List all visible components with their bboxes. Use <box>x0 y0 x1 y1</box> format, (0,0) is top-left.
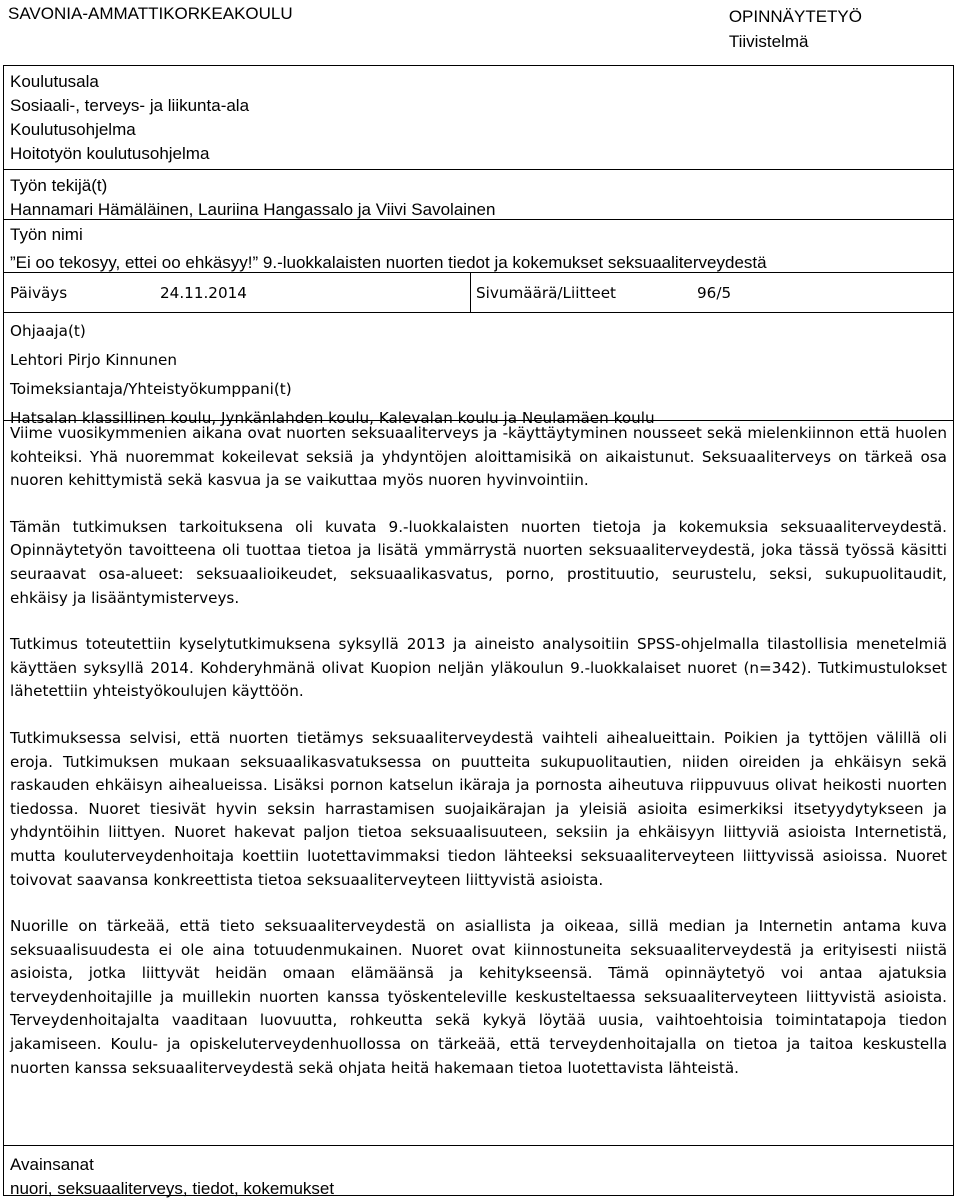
abstract-body <box>4 420 953 1080</box>
field-section <box>4 70 953 166</box>
authors-section <box>4 169 953 222</box>
abstract-paragraph: Nuorille on tärkeää, että tieto seksuaaliterveydestä on asiallista ja oikeaa, sillä median ja Internetin antama kuva seksuaalisuudesta ei ole aina totuudenmukainen. Nuoret ovat kiinnostuneita seksuaaliterveydestä ja erityisesti niistä asioista, jotka liittyvät heidän omaan elämäänsä ja kehitykseensä. Tämä opinnäytetyö voi antaa ajatuksia terveydenhoitajille ja muillekin nuorten kanssa työskenteleville keskusteltaessa seksuaaliterveyteen liittyvistä asioista. Terveydenhoitajalta vaaditaan luovuutta, rohkeutta sekä kykyä löytää uusia, vaihtoehtoisia toimintatapoja tiedon jakamiseen. Koulu- ja opiskeluterveydenhuollossa on tärkeää, että terveydenhoitajalla on tietoa ja taitoa keskustella nuorten kanssa seksuaaliterveydestä sekä ohjata heitä hakemaan tietoa luotettavista lähteistä. <box>10 917 947 1077</box>
abstract-paragraph: Tutkimus toteutettiin kyselytutkimuksena syksyllä 2013 ja aineisto analysoitiin SPSS-ohjelmalla tilastollisia menetelmiä käyttäen syksyllä 2014. Kohderyhmänä olivat Kuopion neljän yläkoulun 9.-luokkalaiset nuoret (n=342). Tutkimustulokset lähetettiin yhteistyökoulujen käyttöön. <box>10 635 947 701</box>
keywords-label: Avainsanat <box>10 1155 94 1174</box>
supervisor-section <box>4 312 953 433</box>
supervisor-label: Ohjaaja(t) <box>10 322 86 340</box>
keywords-section <box>4 1145 953 1201</box>
date-value: 24.11.2014 <box>160 284 247 302</box>
abstract-paragraph: Tutkimuksessa selvisi, että nuorten tietämys seksuaaliterveydestä vaihteli aihealueittain. Poikien ja tyttöjen välillä oli eroja. Tutkimuksen mukaan seksuaalikasvatuksessa on puutteita sukupuolitautien, niiden oireiden ja ehkäisyn sekä raskauden ehkäisyn aihealueissa. Lisäksi pornon katselun ikäraja ja pornosta aiheutuva riippuvuus olivat heikosti nuorten tiedossa. Nuoret tiesivät hyvin seksin harrastamisen suojaikärajan ja yleisiä asioita esimerkiksi itsetyydytykseen ja yhdyntöihin liittyen. Nuoret hakevat paljon tietoa seksuaalisuuteen, seksiin ja ehkäisyyn liittyviä asioista Internetistä, mutta kouluterveydenhoitaja koettiin luotettavimmaksi tiedon lähteeksi seksuaaliterveyteen liittyvissä asioissa. Nuoret toivovat saavansa konkreettista tietoa seksuaaliterveyteen liittyvistä asioista. <box>10 728 947 889</box>
partner-value: Hatsalan klassillinen koulu, Jynkänlahden koulu, Kalevalan koulu ja Neulamäen koulu <box>10 409 655 427</box>
date-pages-row <box>4 272 953 313</box>
column-divider <box>470 273 471 313</box>
pages-value: 96/5 <box>697 284 732 302</box>
pages-label: Sivumäärä/Liitteet <box>476 284 617 302</box>
authors-value: Hannamari Hämäläinen, Lauriina Hangassalo ja Viivi Savolainen <box>10 200 496 219</box>
field-label: Koulutusala <box>10 72 99 91</box>
institution-name: SAVONIA-AMMATTIKORKEAKOULU <box>8 4 293 23</box>
title-value: ”Ei oo tekosyy, ettei oo ehkäsyy!” 9.-luokkalaisten nuorten tiedot ja kokemukset seksuaaliterveydestä <box>10 253 767 272</box>
field-value: Sosiaali-, terveys- ja liikunta-ala <box>10 96 250 115</box>
supervisor-value: Lehtori Pirjo Kinnunen <box>10 351 177 369</box>
document-type <box>729 4 862 54</box>
programme-label: Koulutusohjelma <box>10 120 136 139</box>
title-section <box>4 219 953 275</box>
title-label: Työn nimi <box>10 225 83 244</box>
abstract-paragraph: Viime vuosikymmenien aikana ovat nuorten seksuaaliterveys ja -käyttäytyminen nousseet sekä mielenkiinnon että huolen kohteiksi. Yhä nuoremmat kokeilevat seksiä ja yhdyntöjen aloittamisikä on aikaistunut. Seksuaaliterveys on tärkeä osa nuoren kehittymistä sekä kasvua ja se vaikuttaa myös nuoren hyvinvointiin. <box>10 424 947 490</box>
date-label: Päiväys <box>10 284 68 302</box>
keywords-value: nuori, seksuaaliterveys, tiedot, kokemukset <box>10 1179 335 1198</box>
abstract-paragraph: Tämän tutkimuksen tarkoituksena oli kuvata 9.-luokkalaisten nuorten tietoja ja kokemuksia seksuaaliterveydestä. Opinnäytetyön tavoitteena oli tuottaa tietoa ja lisätä ymmärrystä nuorten seksuaaliterveydestä, joka tässä työssä käsitti seuraavat osa-alueet: seksuaalioikeudet, seksuaalikasvatus, porno, prostituutio, seurustelu, seksi, sukupuolitaudit, ehkäisy ja lisääntymisterveys. <box>10 517 947 607</box>
partner-label: Toimeksiantaja/Yhteistyökumppani(t) <box>10 380 292 398</box>
programme-value: Hoitotyön koulutusohjelma <box>10 144 210 163</box>
abstract-form <box>3 65 954 1196</box>
authors-label: Työn tekijä(t) <box>10 176 108 195</box>
document-type-title: OPINNÄYTETYÖ <box>728 7 862 26</box>
document-type-subtitle: Tiivistelmä <box>728 32 809 51</box>
